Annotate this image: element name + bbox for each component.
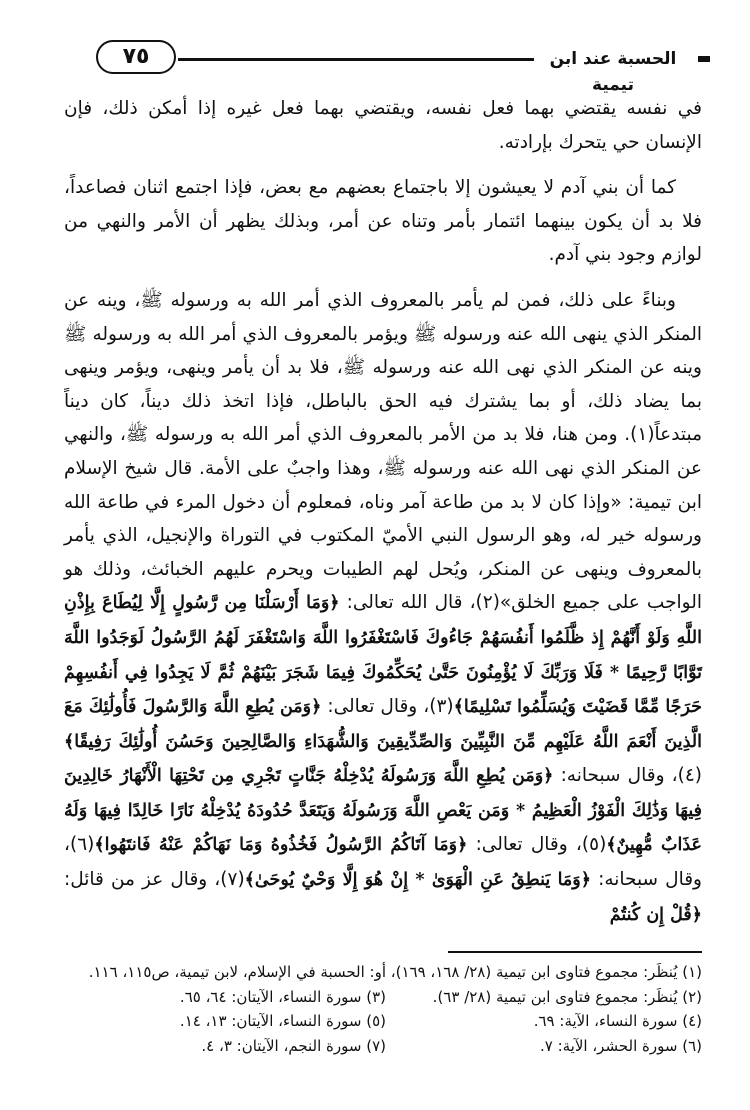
footnote-2: (٢) يُنظَر: مجموع فتاوى ابن تيمية (٢٨/ ٦٣). (432, 987, 702, 1006)
footnote-ref: (٥)، وقال تعالى: (475, 834, 607, 856)
page-header (70, 38, 710, 95)
footnote-1: (١) يُنظَر: مجموع فتاوى ابن تيمية (٢٨/ ١٦٨، ١٦٩)، أو: الحسبة في الإسلام، لابن تيمية، ص١١٥، ١١٦. (88, 963, 702, 981)
footnote-row (70, 985, 702, 1010)
footnote-ref: (٦)، وقال سبحانه: (64, 834, 702, 891)
footnote-7: (٧) سورة النجم، الآيتان: ٣، ٤. (201, 1036, 386, 1055)
footnote-ref: (٤)، وقال سبحانه: (560, 765, 702, 787)
header-rule-end (698, 56, 710, 62)
quran-verse: ﴿وَمَن يُطِعِ اللَّهَ وَرَسُولَهُ يُدْخِلْهُ جَنَّاتٍ تَجْرِي مِن تَحْتِهَا الْأَنْهَارُ خَالِدِينَ فِيهَا وَذَٰلِكَ الْفَوْزُ الْعَظِيمُ * وَمَن يَعْصِ اللَّهَ وَرَسُولَهُ وَيَتَعَدَّ حُدُودَهُ يُدْخِلْهُ نَارًا خَالِدًا فِيهَا وَلَهُ عَذَابٌ مُّهِينٌ﴾ (64, 766, 702, 856)
footnote-3: (٣) سورة النساء، الآيتان: ٦٤، ٦٥. (179, 987, 386, 1006)
quran-verse: ﴿وَمَا يَنطِقُ عَنِ الْهَوَىٰ * إِنْ هُوَ إِلَّا وَحْيٌ يُوحَىٰ﴾ (244, 870, 591, 891)
main-text (64, 92, 702, 932)
footnote-4: (٤) سورة النساء، الآية: ٦٩. (533, 1012, 702, 1030)
footnote-6: (٦) سورة الحشر، الآية: ٧. (539, 1036, 702, 1055)
header-rule (178, 58, 534, 61)
paragraph-1: في نفسه يقتضي بهما فعل نفسه، ويقتضي بهما فعل غيره إذا أمكن ذلك، فإن الإنسان حي يتحرك بإرادته. (64, 98, 702, 153)
quran-verse: ﴿وَمَا أَرْسَلْنَا مِن رَّسُولٍ إِلَّا لِيُطَاعَ بِإِذْنِ اللَّهِ وَلَوْ أَنَّهُمْ إِذ ظَّلَمُوا أَنفُسَهُمْ جَاءُوكَ فَاسْتَغْفَرُوا اللَّهَ وَاسْتَغْفَرَ لَهُمُ الرَّسُولُ لَوَجَدُوا اللَّهَ تَوَّابًا رَّحِيمًا * فَلَا وَرَبِّكَ لَا يُؤْمِنُونَ حَتَّىٰ يُحَكِّمُوكَ فِيمَا شَجَرَ بَيْنَهُمْ ثُمَّ لَا يَجِدُوا فِي أَنفُسِهِمْ حَرَجًا مِّمَّا قَضَيْتَ وَيُسَلِّمُوا تَسْلِيمًا﴾ (64, 593, 702, 718)
footnote-5: (٥) سورة النساء، الآيتان: ١٣، ١٤. (179, 1012, 386, 1030)
footnote-ref: (٣)، وقال تعالى: (327, 696, 454, 718)
paragraph-2: كما أن بني آدم لا يعيشون إلا باجتماع بعضهم مع بعض، فإذا اجتمع اثنان فصاعداً، فلا بد أن يكون بينهما ائتمار بأمر وتناه عن أمر، وبذلك يظهر أن الأمر والنهي من لوازم وجود بني آدم. (64, 177, 702, 266)
paragraph-3 (64, 284, 702, 932)
quran-verse: ﴿وَمَا آتَاكُمُ الرَّسُولُ فَخُذُوهُ وَمَا نَهَاكُمْ عَنْهُ فَانتَهُوا﴾ (94, 835, 468, 856)
running-title: الحسبة عند ابن تيمية (549, 49, 677, 95)
footnote-row (70, 1009, 702, 1034)
footnote-ref: (٧)، وقال عز من قائل: (64, 869, 245, 891)
footnote-row (70, 1034, 702, 1059)
footnotes (70, 960, 702, 1058)
footnote-separator (448, 951, 702, 953)
paragraph-3-text: وبناءً على ذلك، فمن لم يأمر بالمعروف الذي أمر الله به ورسوله ﷺ، وينه عن المنكر الذي ينهى الله عنه ورسوله ﷺ ويؤمر بالمعروف الذي أمر الله به ورسوله ﷺ وينه عن المنكر الذي نهى الله عنه ورسوله ﷺ، فلا بد أن يأمر وينهى، ويؤمر وينهى بما يضاد ذلك، أو بما يشترك فيه الحق بالباطل، فإذا اتخذ ذلك ديناً، كان ديناً مبتدعاً(١). ومن هنا، فلا بد من الأمر بالمعروف الذي أمر الله به ورسوله ﷺ، والنهي عن المنكر الذي نهى الله عنه ورسوله ﷺ، وهذا واجبٌ على الأمة. قال شيخ الإسلام ابن تيمية: «وإذا كان لا بد من طاعة آمر وناه، فمعلوم أن دخول المرء في طاعة الله ورسوله خير له، وهو الرسول النبي الأميّ المكتوب في التوراة والإنجيل، الذي يأمر بالمعروف وينهى عن المنكر، ويُحل لهم الطيبات ويحرم عليهم الخبائث، وذلك هو الواجب على جميع الخلق»(٢)، قال الله تعالى: (64, 289, 702, 614)
quran-verse: ﴿قُلْ إِن كُنتُمْ (609, 904, 702, 925)
quran-verse: ﴿وَمَن يُطِعِ اللَّهَ وَالرَّسُولَ فَأُولَٰئِكَ مَعَ الَّذِينَ أَنْعَمَ اللَّهُ عَلَيْهِم مِّنَ النَّبِيِّينَ وَالصِّدِّيقِينَ وَالشُّهَدَاءِ وَالصَّالِحِينَ وَحَسُنَ أُولَٰئِكَ رَفِيقًا﴾ (64, 697, 702, 752)
page-number: ٧٥ (96, 40, 176, 74)
